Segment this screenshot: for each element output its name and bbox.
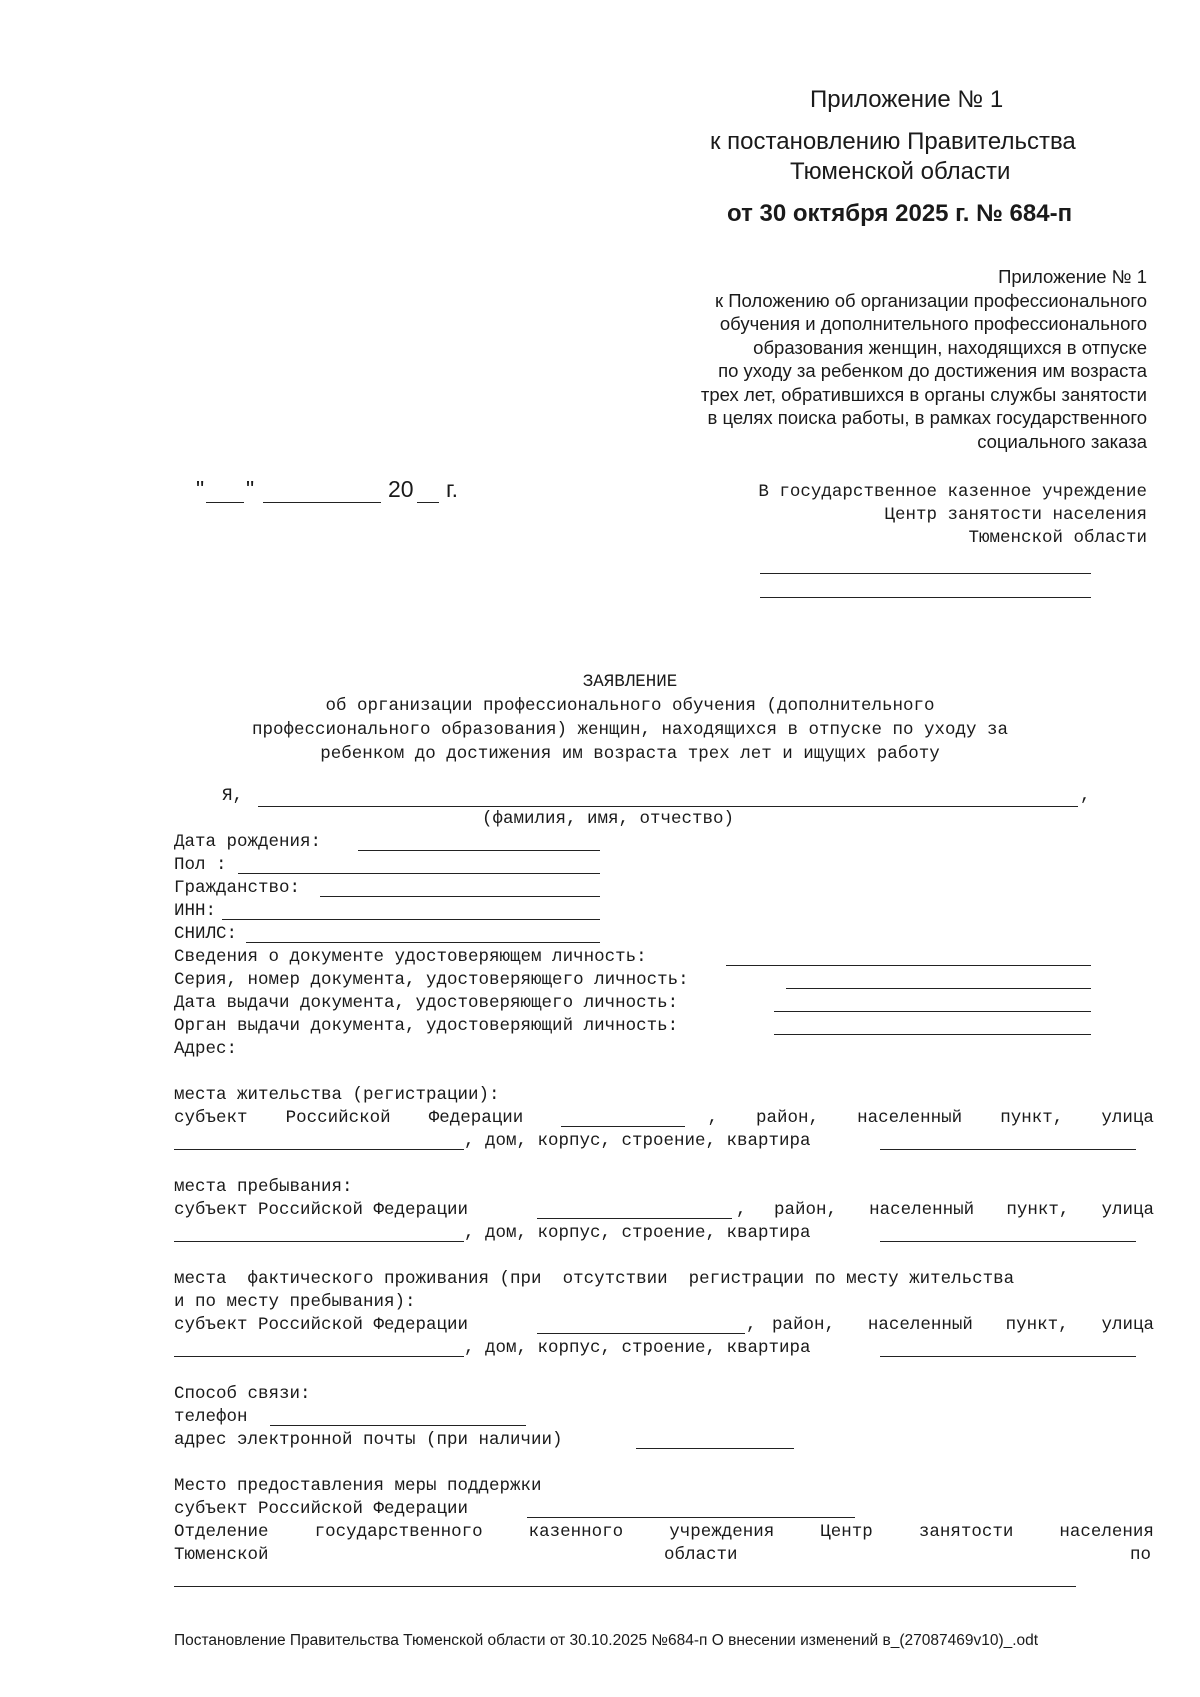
contact-title: Способ связи: — [174, 1384, 311, 1404]
inn-label: ИНН: — [174, 901, 217, 921]
actual-street-field[interactable] — [174, 1356, 464, 1357]
residence-subject-row — [174, 1108, 1154, 1128]
addressee-block — [758, 481, 1147, 550]
document-footer: Постановление Правительства Тюменской области от 30.10.2025 №684-п О внесении изменений в_(27087469v10)_.odt — [174, 1632, 1039, 1649]
district-word: пункт, — [1000, 1108, 1064, 1128]
branch-row — [174, 1522, 1154, 1542]
district-word: район, — [774, 1200, 838, 1220]
po-word: по — [1130, 1545, 1152, 1565]
email-label: адрес электронной почты (при наличии) — [174, 1430, 563, 1450]
resolution-line: к постановлению Правительства — [710, 128, 1076, 155]
sub-appendix-title: Приложение № 1 — [998, 266, 1147, 287]
subject-word: Федерации — [428, 1108, 524, 1128]
residence-subject-field[interactable] — [561, 1108, 685, 1127]
id-doc-field[interactable] — [726, 965, 1091, 966]
appendix-main-title: Приложение № 1 — [810, 86, 1004, 113]
birth-date-field[interactable] — [358, 850, 600, 851]
snils-field[interactable] — [246, 942, 600, 943]
day-blank[interactable] — [206, 502, 244, 503]
id-issue-date-label: Дата выдачи документа, удостоверяющего личность: — [174, 993, 679, 1013]
district-word: пункт, — [1006, 1200, 1070, 1220]
actual-district-row — [772, 1315, 1154, 1335]
branch-word: казенного — [528, 1522, 624, 1542]
stay-subject-field[interactable] — [537, 1218, 732, 1219]
sub-appendix-line: образования женщин, находящихся в отпуске — [753, 336, 1147, 358]
month-blank[interactable] — [263, 502, 381, 503]
year-suffix: г. — [446, 476, 458, 502]
residence-apartment-field[interactable] — [880, 1149, 1136, 1150]
district-word: населенный — [867, 1315, 973, 1335]
region-line: Тюменской области — [790, 158, 1011, 185]
sub-appendix-line: обучения и дополнительного профессионального — [719, 313, 1147, 334]
email-field[interactable] — [636, 1448, 794, 1449]
branch-word: занятости — [918, 1522, 1014, 1542]
stay-subject-comma: , — [736, 1200, 747, 1220]
sub-appendix-line: трех лет, обратившихся в органы службы занятости — [700, 383, 1147, 405]
snils-label: СНИЛС: — [174, 924, 238, 944]
date-close-quote: " — [246, 476, 255, 502]
id-series-field[interactable] — [786, 988, 1091, 989]
row-comma: , — [707, 1108, 718, 1128]
i-label: Я, — [222, 786, 244, 806]
residence-street-field[interactable] — [174, 1149, 464, 1150]
id-doc-label: Сведения о документе удостоверяющем личность: — [174, 947, 647, 967]
id-issue-date-field[interactable] — [774, 1011, 1091, 1012]
sex-field[interactable] — [238, 873, 600, 874]
inn-field[interactable] — [222, 919, 600, 920]
statement-subtitle-line: профессионального образования) женщин, находящихся в отпуске по уходу за — [251, 720, 1009, 740]
stay-street-field[interactable] — [174, 1241, 464, 1242]
district-word: пункт, — [1005, 1315, 1069, 1335]
branch-field[interactable] — [174, 1586, 1076, 1587]
statement-subtitle-line: ребенком до достижения им возраста трех лет и ищущих работу — [320, 744, 940, 764]
birth-date-label: Дата рождения: — [174, 832, 322, 852]
district-word: населенный — [869, 1200, 975, 1220]
id-issuer-field[interactable] — [774, 1034, 1091, 1035]
address-label: Адрес: — [174, 1039, 238, 1059]
subject-word: субъект — [174, 1108, 248, 1128]
actual-subject-label: субъект Российской Федерации — [174, 1315, 469, 1335]
district-word: улица — [1101, 1315, 1154, 1335]
stay-house-label: , дом, корпус, строение, квартира — [464, 1223, 811, 1243]
sex-label: Пол : — [174, 855, 227, 875]
sub-appendix-line: в целях поиска работы, в рамках государственного — [707, 407, 1147, 428]
branch-word: государственного — [314, 1522, 483, 1542]
stay-subject-label: субъект Российской Федерации — [174, 1200, 469, 1220]
addressee-line: В государственное казенное учреждение — [758, 482, 1147, 502]
sub-appendix-block — [627, 265, 1147, 453]
actual-house-label: , дом, корпус, строение, квартира — [464, 1338, 811, 1358]
statement-title-block — [0, 670, 1200, 766]
tyumen-word: Тюменской — [174, 1545, 269, 1565]
support-subject-field[interactable] — [527, 1517, 855, 1518]
year-blank[interactable] — [417, 502, 439, 503]
actual-subject-comma: , — [746, 1315, 757, 1335]
i-comma: , — [1080, 786, 1091, 806]
district-word: населенный — [857, 1108, 963, 1128]
branch-word: Отделение — [174, 1522, 269, 1542]
actual-title-line-1: места фактического проживания (при отсутствии регистрации по месту жительства — [174, 1269, 1015, 1289]
support-subject-label: субъект Российской Федерации — [174, 1499, 469, 1519]
addressee-blank-1[interactable] — [760, 573, 1091, 574]
oblasti-word: области — [664, 1545, 738, 1565]
branch-word: Центр — [820, 1522, 873, 1542]
addressee-line: Тюменской области — [968, 528, 1147, 548]
stay-apartment-field[interactable] — [880, 1241, 1136, 1242]
date-open-quote: " — [196, 476, 205, 502]
district-word: район, — [756, 1108, 820, 1128]
statement-subtitle-line: об организации профессионального обучения (дополнительного — [325, 696, 935, 716]
actual-apartment-field[interactable] — [880, 1356, 1136, 1357]
statement-heading: ЗАЯВЛЕНИЕ — [582, 672, 678, 692]
district-word: район, — [772, 1315, 836, 1335]
stay-title: места пребывания: — [174, 1177, 353, 1197]
sub-appendix-line: социального заказа — [977, 430, 1147, 452]
actual-subject-field[interactable] — [537, 1333, 745, 1334]
addressee-blank-2[interactable] — [760, 597, 1091, 598]
fio-hint: (фамилия, имя, отчество) — [482, 809, 735, 829]
actual-title-line-2: и по месту пребывания): — [174, 1292, 416, 1312]
resolution-date-number: от 30 октября 2025 г. № 684-п — [727, 200, 1073, 227]
id-series-label: Серия, номер документа, удостоверяющего личность: — [174, 970, 689, 990]
stay-district-row — [774, 1200, 1154, 1220]
id-issuer-label: Орган выдачи документа, удостоверяющий личность: — [174, 1016, 679, 1036]
branch-word: учреждения — [669, 1522, 775, 1542]
subject-word: Российской — [285, 1108, 391, 1128]
district-word: улица — [1101, 1200, 1154, 1220]
phone-field[interactable] — [270, 1425, 526, 1426]
residence-title: места жительства (регистрации): — [174, 1085, 500, 1105]
citizenship-field[interactable] — [320, 896, 600, 897]
sub-appendix-line: к Положению об организации профессионального — [715, 289, 1147, 311]
year-prefix: 20 — [388, 476, 414, 502]
phone-label: телефон — [174, 1407, 248, 1427]
district-word: улица — [1101, 1108, 1154, 1128]
citizenship-label: Гражданство: — [174, 878, 301, 898]
fio-field[interactable] — [258, 806, 1078, 807]
branch-word: населения — [1059, 1522, 1154, 1542]
addressee-line: Центр занятости населения — [884, 505, 1147, 525]
support-title: Место предоставления меры поддержки — [174, 1476, 542, 1496]
sub-appendix-line: по уходу за ребенком до достижения им возраста — [718, 360, 1147, 381]
residence-house-label: , дом, корпус, строение, квартира — [464, 1131, 811, 1151]
